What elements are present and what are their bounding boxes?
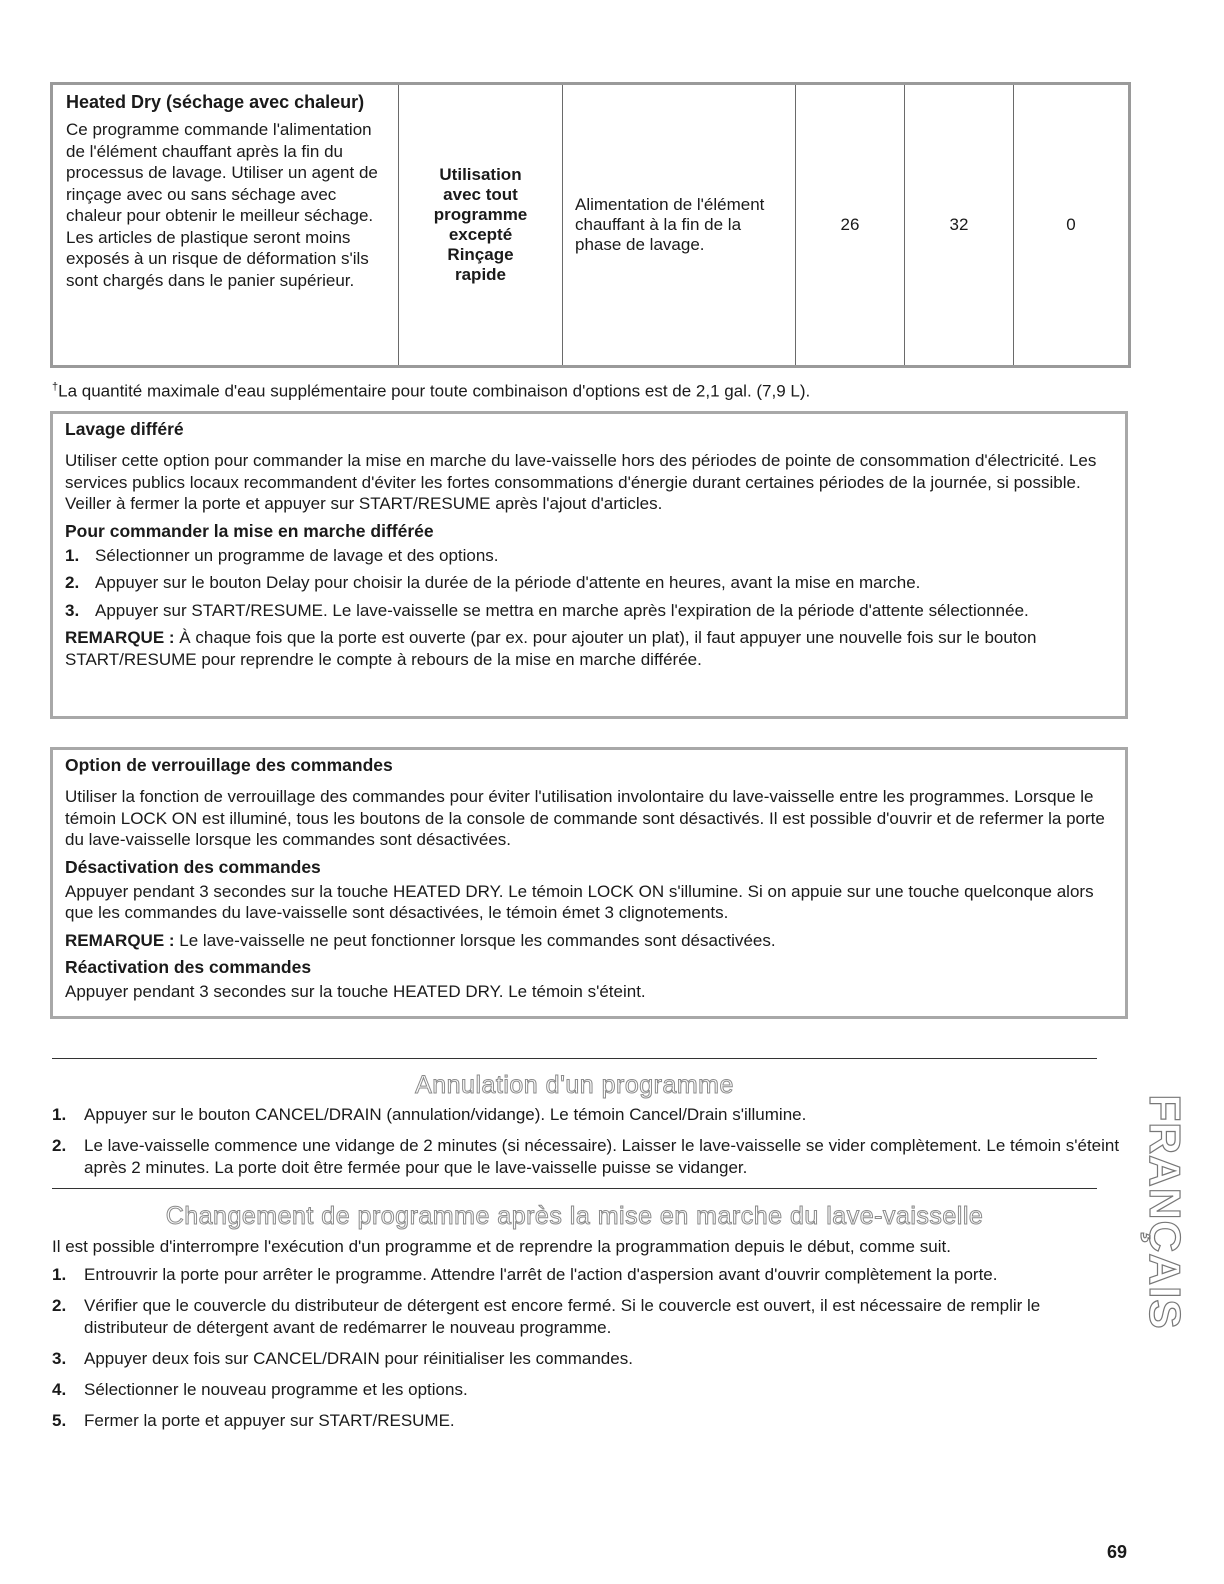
option-description-cell — [52, 84, 399, 367]
delay-wash-title: Lavage différé — [65, 419, 184, 439]
control-lock-box — [50, 747, 1128, 1019]
step-number: 4. — [52, 1380, 67, 1399]
table-value: 26 — [796, 84, 905, 367]
disable-controls-text: Appuyer pendant 3 secondes sur la touche HEATED DRY. Le témoin LOCK ON s'illumine. Si on appuie sur une touche quelconque alors que les commandes du lave-vaisselle sont désactivées, le témoin émet 3 clignotements. — [65, 881, 1094, 922]
step-number: 3. — [65, 600, 80, 620]
option-usage-cell — [399, 84, 563, 367]
delay-wash-steps — [65, 545, 1111, 622]
option-title: Heated Dry (séchage avec chaleur) — [66, 92, 365, 112]
page-number: 69 — [1106, 1542, 1127, 1562]
step-number: 1. — [65, 545, 80, 565]
list-item — [65, 600, 1111, 622]
note-text: Le lave-vaisselle ne peut fonctionner lorsque les commandes sont désactivées. — [179, 930, 776, 950]
footnote-text: La quantité maximale d'eau supplémentaire pour toute combinaison d'options est de 2,1 gal. (7,9 L). — [58, 381, 811, 401]
change-section — [52, 1236, 1122, 1441]
list-item — [52, 1135, 1122, 1179]
step-number: 1. — [52, 1265, 67, 1284]
delay-wash-body: Utiliser cette option pour commander la mise en marche du lave-vaisselle hors des périodes de pointe de consommation d'électricité. Les services publics locaux recommandent d'éviter les fortes consommations d'énergie durant certaines périodes de la journée, si possible. Veiller à fermer la porte et appuyer sur START/RESUME après l'ajout d'articles. — [65, 451, 1097, 513]
cancel-steps — [52, 1104, 1122, 1179]
note-text: À chaque fois que la porte est ouverte (par ex. pour ajouter un plat), il faut appuyer une nouvelle fois sur le bouton START/RESUME pour reprendre le compte à rebours de la mise en marche différée. — [65, 628, 1037, 669]
step-number: 2. — [65, 573, 80, 592]
usage-line: Utilisation — [439, 165, 522, 184]
step-text: Fermer la porte et appuyer sur START/RESUME. — [84, 1411, 455, 1430]
language-side-tab — [1138, 1083, 1190, 1341]
step-text: Entrouvrir la porte pour arrêter le programme. Attendre l'arrêt de l'action d'aspersion avant d'ouvrir complètement la porte. — [84, 1265, 998, 1284]
table-row — [52, 84, 1130, 367]
list-item — [52, 1348, 1122, 1370]
enable-controls-title: Réactivation des commandes — [65, 957, 312, 977]
usage-line: programme — [433, 205, 528, 224]
step-number: 5. — [52, 1411, 67, 1430]
options-table — [50, 82, 1131, 368]
step-text: Appuyer sur le bouton Delay pour choisir la durée de la période d'attente en heures, avant la mise en marche. — [95, 573, 921, 592]
cancel-section-title: Annulation d'un programme — [415, 1071, 734, 1099]
step-number: 2. — [52, 1296, 67, 1315]
step-text: Sélectionner un programme de lavage et des options. — [95, 545, 499, 565]
step-text: Appuyer sur START/RESUME. Le lave-vaisselle se mettra en marche après l'expiration de la période d'attente sélectionnée. — [95, 600, 1029, 620]
option-description: Ce programme commande l'alimentation de l'élément chauffant après la fin du processus de lavage. Utiliser un agent de rinçage avec ou sans séchage avec chaleur pour obtenir le meilleur séchage. Les articles de plastique seront moins exposés à un risque de déformation s'ils sont chargés dans le panier supérieur. — [66, 120, 378, 290]
usage-line: avec tout — [443, 185, 518, 204]
step-text: Appuyer sur le bouton CANCEL/DRAIN (annulation/vidange). Le témoin Cancel/Drain s'illumine. — [84, 1105, 807, 1124]
language-label: FRANÇAIS — [1140, 1094, 1189, 1330]
enable-controls-text: Appuyer pendant 3 secondes sur la touche HEATED DRY. Le témoin s'éteint. — [65, 982, 646, 1001]
delay-wash-note — [65, 627, 1111, 670]
control-lock-note — [65, 930, 1111, 952]
footnote-marker: † — [52, 381, 59, 393]
usage-line: Rinçage — [447, 245, 514, 264]
list-item — [52, 1295, 1122, 1339]
step-text: Le lave-vaisselle commence une vidange de 2 minutes (si nécessaire). Laisser le lave-vaisselle se vider complètement. Le témoin s'éteint après 2 minutes. La porte doit être fermée pour que le lave-vaisselle puisse se vidanger. — [84, 1136, 1120, 1177]
list-item — [52, 1410, 1122, 1432]
change-intro: Il est possible d'interrompre l'exécution d'un programme et de reprendre la programmation depuis le début, comme suit. — [52, 1237, 951, 1256]
list-item — [52, 1379, 1122, 1401]
usage-line: excepté — [448, 225, 513, 244]
list-item — [65, 545, 1111, 567]
cancel-section — [52, 1104, 1122, 1188]
usage-line: rapide — [454, 265, 507, 284]
control-lock-body: Utiliser la fonction de verrouillage des commandes pour éviter l'utilisation involontaire du lave-vaisselle entre les programmes. Lorsque le témoin LOCK ON est illuminé, tous les boutons de la console de commande sont désactivés. Il est possible d'ouvrir et de refermer la porte du lave-vaisselle lorsque les commandes sont désactivées. — [65, 787, 1105, 849]
table-footnote — [52, 376, 1132, 403]
step-number: 2. — [52, 1136, 67, 1155]
step-text: Sélectionner le nouveau programme et les options. — [84, 1380, 468, 1399]
note-label: REMARQUE : — [65, 930, 175, 950]
step-text: Appuyer deux fois sur CANCEL/DRAIN pour réinitialiser les commandes. — [84, 1349, 633, 1368]
step-number: 3. — [52, 1349, 67, 1368]
step-number: 1. — [52, 1105, 67, 1124]
table-value: 0 — [1014, 84, 1130, 367]
delay-wash-box — [50, 411, 1128, 719]
table-value: 32 — [905, 84, 1014, 367]
section-divider — [52, 1058, 1097, 1059]
section-divider — [52, 1188, 1097, 1189]
step-text: Vérifier que le couvercle du distributeur de détergent est encore fermé. Si le couvercle est ouvert, il est nécessaire de remplir le distributeur de détergent avant de redémarrer le nouveau programme. — [84, 1296, 1041, 1337]
note-label: REMARQUE : — [65, 628, 175, 647]
list-item — [52, 1104, 1122, 1126]
list-item — [52, 1264, 1122, 1286]
control-lock-title: Option de verrouillage des commandes — [65, 755, 393, 775]
disable-controls-title: Désactivation des commandes — [65, 856, 321, 877]
delay-wash-subtitle: Pour commander la mise en marche différée — [65, 520, 434, 541]
list-item — [65, 572, 1111, 594]
option-function-cell: Alimentation de l'élément chauffant à la fin de la phase de lavage. — [563, 84, 796, 367]
change-section-title: Changement de programme après la mise en marche du lave-vaisselle — [165, 1202, 984, 1230]
change-steps — [52, 1264, 1122, 1432]
